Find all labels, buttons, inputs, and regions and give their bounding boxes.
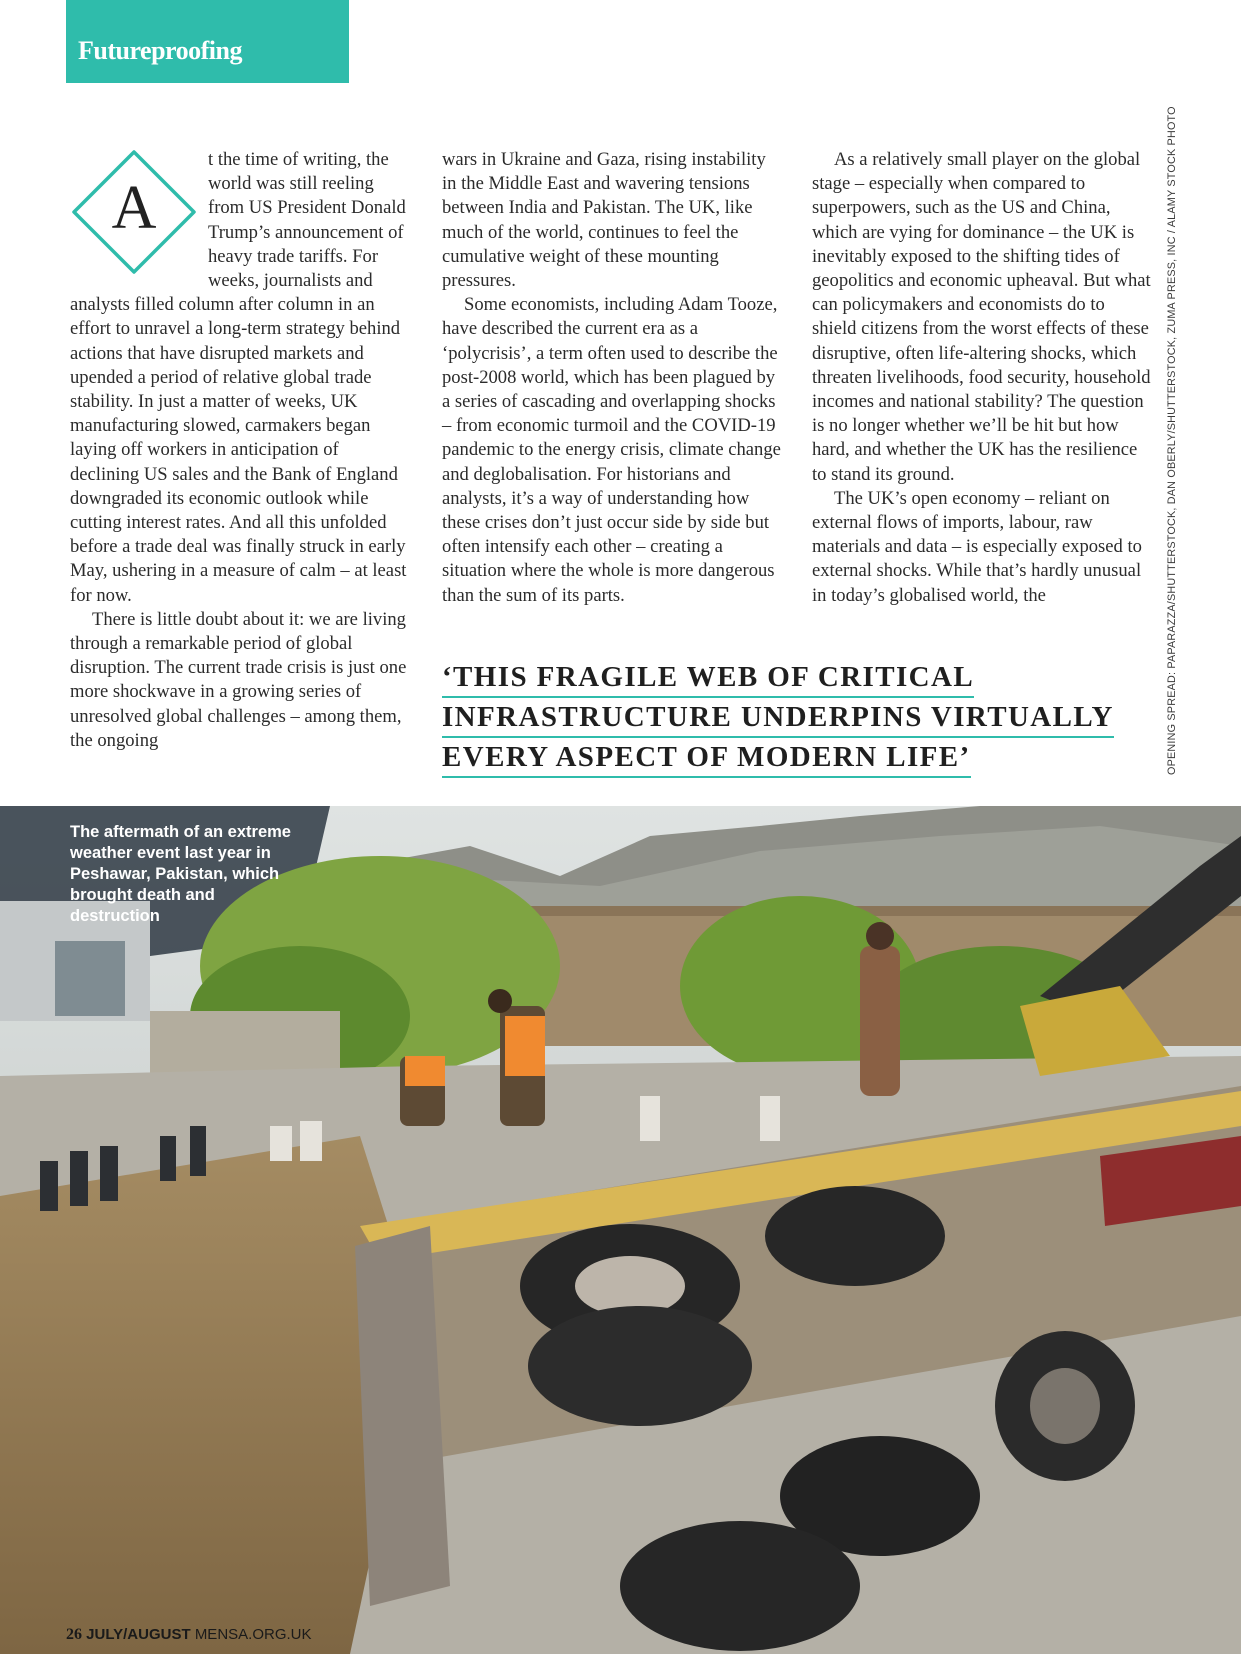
- paragraph: The UK’s open economy – reliant on external flows of imports, labour, raw materials and data – is especially exposed to external shocks. While that’s hardly unusual in today’s globalised world, the: [812, 487, 1142, 606]
- pull-quote-line: INFRASTRUCTURE UNDERPINS VIRTUALLY: [442, 698, 1114, 738]
- article-column-3: [812, 148, 1152, 608]
- paragraph: As a relatively small player on the global stage – especially when compared to superpowers, such as the US and China, which are vying for dominance – the UK is inevitably exposed to the shifting tides of geopolitics and economic upheaval. But what can policymakers and economists do to shield citizens from the worst effects of these disruptive, often life-altering shocks, which threaten livelihoods, food security, household incomes and national stability? The question is no longer whether we’ll be hit but how hard, and whether the UK has the resilience to stand its ground.: [812, 149, 1151, 485]
- paragraph: wars in Ukraine and Gaza, rising instability in the Middle East and wavering tensions between India and Pakistan. The UK, like much of the world, continues to feel the cumulative weight of these mounting pressures.: [442, 149, 766, 292]
- section-tab: [66, 0, 349, 83]
- page-footer: [66, 1626, 312, 1644]
- site-url: MENSA.ORG.UK: [194, 1626, 312, 1643]
- paragraph: t the time of writing, the world was still reeling from US President Donald Trump’s announcement of heavy trade tariffs. For weeks, journalists and analysts filled column after column in an effort to unravel a long-term strategy behind actions that have disrupted markets and upended a period of relative global trade stability. In just a matter of weeks, UK manufacturing slowed, carmakers began laying off workers in anticipation of declining US sales and the Bank of England downgraded its economic outlook while cutting interest rates. And all this unfolded before a trade deal was finally struck in early May, ushering in a measure of calm – at least for now.: [70, 149, 407, 606]
- pull-quote-line: EVERY ASPECT OF MODERN LIFE’: [442, 738, 971, 778]
- photo-caption: The aftermath of an extreme weather event last year in Peshawar, Pakistan, which brought death and destruction: [70, 823, 291, 925]
- flood-scene-image: [0, 806, 1241, 1654]
- article-column-1: [70, 148, 410, 753]
- pull-quote-line: ‘THIS FRAGILE WEB OF CRITICAL: [442, 658, 974, 698]
- drop-cap-letter: A: [111, 174, 157, 242]
- drop-cap: [68, 146, 200, 278]
- page-number: 26: [66, 1626, 82, 1643]
- paragraph: Some economists, including Adam Tooze, have described the current era as a ‘polycrisis’, a term often used to describe the post-2008 world, which has been plagued by a series of cascading and overlapping shocks – from economic turmoil and the COVID-19 pandemic to the energy crisis, climate change and deglobalisation. For historians and analysts, it’s a way of understanding how these crises don’t just occur side by side but often intensify each other – creating a situation where the whole is more dangerous than the sum of its parts.: [442, 294, 781, 606]
- feature-photo: [0, 806, 1241, 1654]
- section-label: Futureproofing: [78, 36, 242, 65]
- pull-quote: [442, 658, 1162, 778]
- article-column-2: [442, 148, 782, 608]
- paragraph: There is little doubt about it: we are living through a remarkable period of global disruption. The current trade crisis is just one more shockwave in a growing series of unresolved global challenges – among them, the ongoing: [70, 608, 407, 751]
- photo-credit: OPENING SPREAD: PAPARAZZA/SHUTTERSTOCK, DAN OBERLY/SHUTTERSTOCK, ZUMA PRESS, INC / ALAMY STOCK PHOTO: [1166, 106, 1178, 775]
- issue-label: JULY/AUGUST: [86, 1626, 191, 1643]
